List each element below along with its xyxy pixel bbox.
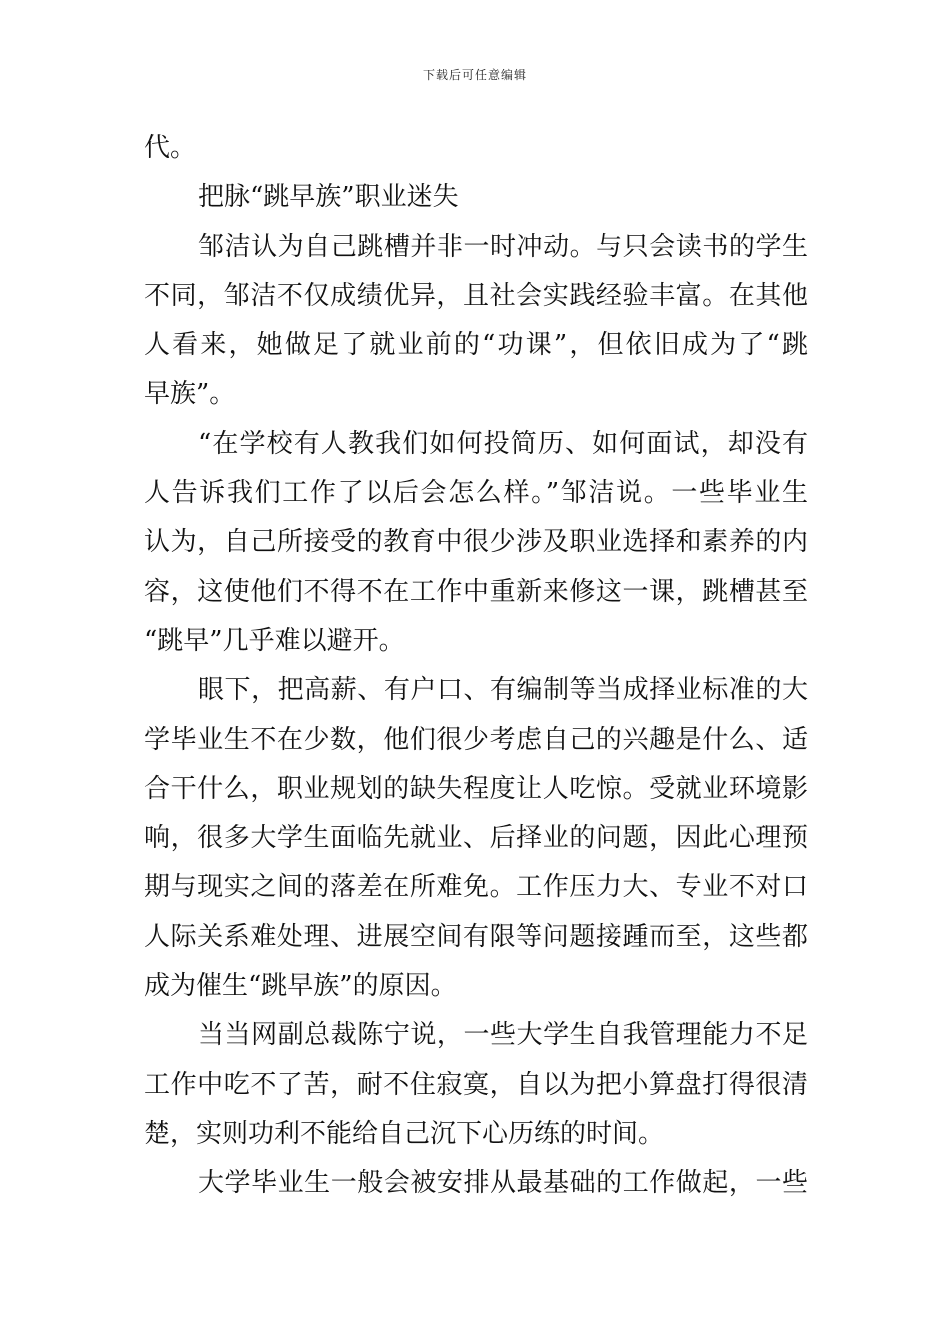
text-line: 合干什么，职业规划的缺失程度让人吃惊。受就业环境影 bbox=[144, 773, 808, 804]
text-line: 响，很多大学生面临先就业、后择业的问题，因此心理预 bbox=[144, 823, 808, 854]
text-line: 楚，实则功利不能给自己沉下心历练的时间。 bbox=[144, 1118, 665, 1149]
text-line: 不同，邹洁不仅成绩优异，且社会实践经验丰富。在其他 bbox=[144, 280, 808, 311]
text-line: 人看来，她做足了就业前的“功课”，但依旧成为了“跳 bbox=[144, 330, 808, 361]
paragraph-first-line: 眼下，把高薪、有户口、有编制等当成择业标准的大 bbox=[198, 675, 808, 706]
document-body bbox=[144, 124, 808, 1209]
paragraph-first-line: 当当网副总裁陈宁说，一些大学生自我管理能力不足 bbox=[198, 1020, 808, 1051]
text-line: 人告诉我们工作了以后会怎么样。”邹洁说。一些毕业生 bbox=[144, 478, 808, 509]
paragraph-first-line: 邹洁认为自己跳槽并非一时冲动。与只会读书的学生 bbox=[198, 231, 808, 262]
text-line: 学毕业生不在少数，他们很少考虑自己的兴趣是什么、适 bbox=[144, 724, 808, 755]
text-line: 人际关系难处理、进展空间有限等问题接踵而至，这些都 bbox=[144, 921, 808, 952]
paragraph-first-line: “在学校有人教我们如何投简历、如何面试，却没有 bbox=[198, 428, 808, 459]
text-line: 认为，自己所接受的教育中很少涉及职业选择和素养的内 bbox=[144, 527, 808, 558]
paragraph-first-line: 大学毕业生一般会被安排从最基础的工作做起，一些 bbox=[198, 1168, 808, 1199]
text-line: 代。 bbox=[144, 133, 197, 163]
text-line: 工作中吃不了苦，耐不住寂寞，自以为把小算盘打得很清 bbox=[144, 1069, 808, 1100]
section-heading: 把脉“跳早族”职业迷失 bbox=[198, 182, 459, 213]
page-header: 下载后可任意编辑 bbox=[422, 68, 527, 82]
text-line: “跳早”几乎难以避开。 bbox=[144, 625, 405, 656]
text-line: 期与现实之间的落差在所难免。工作压力大、专业不对口 bbox=[144, 872, 808, 903]
text-line: 成为催生“跳早族”的原因。 bbox=[144, 971, 457, 1002]
text-line: 容，这使他们不得不在工作中重新来修这一课，跳槽甚至 bbox=[144, 576, 808, 607]
text-line: 早族”。 bbox=[144, 379, 236, 410]
